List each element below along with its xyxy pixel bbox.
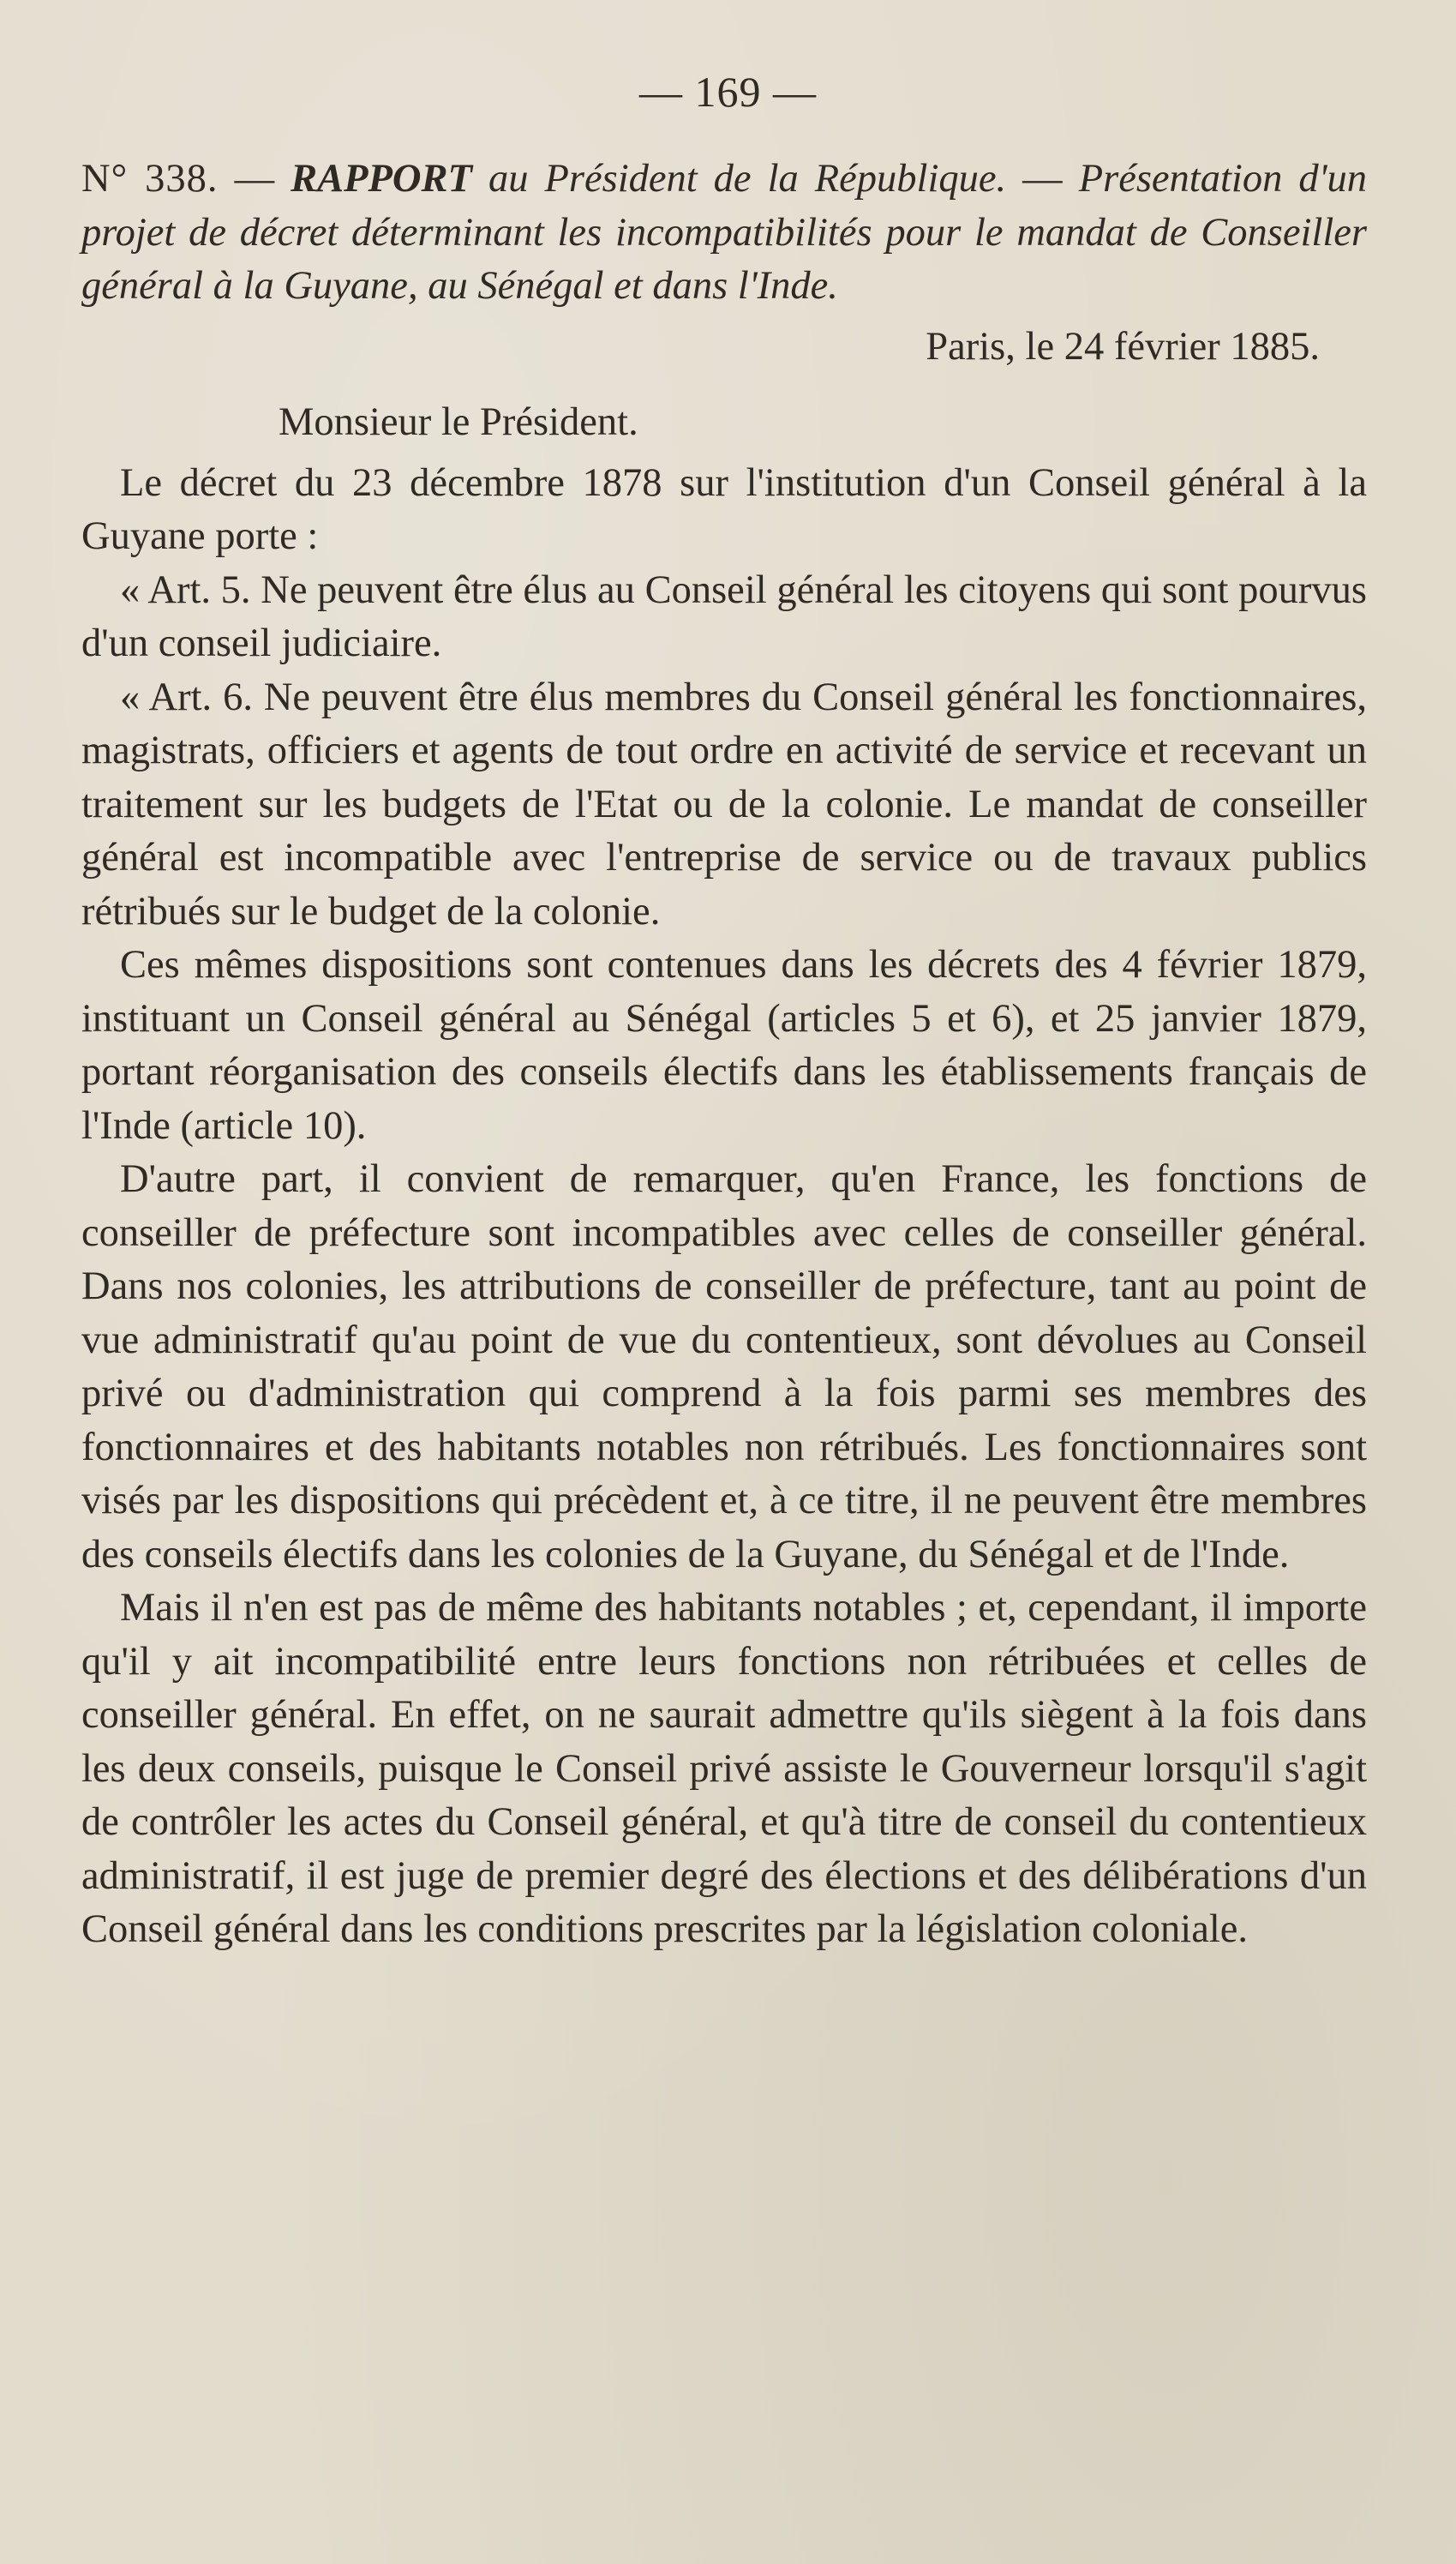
- paragraph: Mais il n'en est pas de même des habitants notables ; et, cependant, il importe qu'il y ait incompatibilité entre leurs fonctions non rétribuées et celles de conseiller général. En effet, on ne saurait admettre qu'ils siègent à la fois dans les deux conseils, puisque le Conseil privé assiste le Gouverneur lorsqu'il s'agit de contrôler les actes du Conseil général, et qu'à titre de conseil du contentieux administratif, il est juge de premier degré des élections et des délibérations d'un Conseil général dans les conditions prescrites par la législation coloniale.: [81, 1586, 1367, 1951]
- document-title: RAPPORT: [291, 157, 472, 201]
- document-addressee: au Président de la République.: [471, 157, 1007, 201]
- paragraph: D'autre part, il convient de remarquer, qu'en France, les fonctions de conseiller de préfecture sont incompatibles avec celles de conseiller général. Dans nos colonies, les attributions de conseiller de préfecture, tant au point de vue administratif qu'au point de vue du contentieux, sont dévolues au Conseil privé ou d'administration qui comprend à la fois parmi ses membres des fonctionnaires et des habitants notables non rétribués. Les fonctionnaires sont visés par les dispositions qui précèdent et, à ce titre, il ne peuvent être membres des conseils électifs dans les colonies de la Guyane, du Sénégal et de l'Inde.: [81, 1157, 1367, 1576]
- document-number: N° 338.: [81, 157, 219, 201]
- document-body: [81, 153, 1367, 1957]
- paragraph: « Art. 5. Ne peuvent être élus au Conseil général les citoyens qui sont pourvus d'un conseil judiciaire.: [81, 567, 1367, 665]
- header-dash: —: [218, 157, 291, 201]
- page-number: — 169 —: [639, 68, 817, 116]
- paragraph: Ces mêmes dispositions sont contenues dans les décrets des 4 février 1879, instituant un Conseil général au Sénégal (articles 5 et 6), et 25 janvier 1879, portant réorganisation des conseils électifs dans les établissements français de l'Inde (article 10).: [81, 943, 1367, 1148]
- paragraph: Le décret du 23 décembre 1878 sur l'institution d'un Conseil général à la Guyane porte :: [81, 460, 1367, 558]
- dateline: Paris, le 24 février 1885.: [926, 324, 1320, 369]
- salutation: Monsieur le Président.: [279, 400, 638, 444]
- document-header: [81, 153, 1367, 314]
- paragraph: « Art. 6. Ne peuvent être élus membres du Conseil général les fonctionnaires, magistrats, officiers et agents de tout ordre en activité de service et recevant un traitement sur les budgets de l'Etat ou de la colonie. Le mandat de conseiller général est incompatible avec l'entreprise de service ou de travaux publics rétribués sur le budget de la colonie.: [81, 675, 1367, 934]
- header-dash: —: [1006, 157, 1079, 201]
- document-description: Présentation d'un projet de décret déterminant les incompatibilités pour le mandat de Conseiller général à la Guyane, au Sénégal et dans l'Inde.: [81, 157, 1368, 308]
